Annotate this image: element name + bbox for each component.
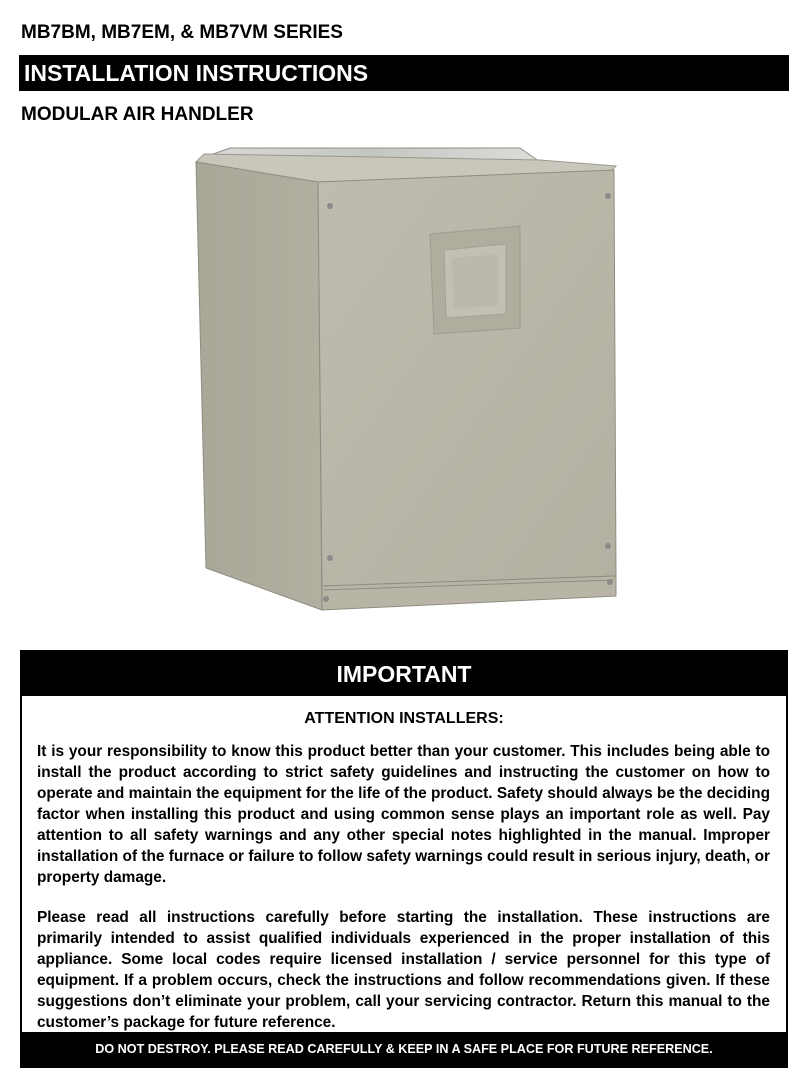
notice-paragraph: It is your responsibility to know this product better than your customer. This includes being able to install the product according to strict safety guidelines and instructing the customer on how to operate and maintain the equipment for the life of the product. Safety should always be the deciding factor when installing this product and using common sense plays an important role as well. Pay attention to all safety warnings and any other special notes highlighted in the manual. Improper installation of the furnace or failure to follow safety warnings could result in serious injury, death, or property damage. [37, 743, 770, 886]
document-title-bar: INSTALLATION INSTRUCTIONS [19, 55, 789, 91]
series-title: MB7BM, MB7EM, & MB7VM SERIES [21, 22, 343, 43]
notice-paragraph: Please read all instructions carefully before starting the installation. These instructions are primarily intended to assist qualified individuals experienced in the proper installation of this appliance. Some local codes require licensed installation / service personnel for this type of equipment. If a problem occurs, check the instructions and follow recommendations given. If these suggestions don’t eliminate your problem, call your servicing contractor. Return this manual to the customer’s package for future reference. [37, 909, 770, 1031]
screw-icon [605, 193, 611, 199]
screw-icon [323, 596, 329, 602]
notice-footer: DO NOT DESTROY. PLEASE READ CAREFULLY & KEEP IN A SAFE PLACE FOR FUTURE REFERENCE. [22, 1032, 786, 1066]
screw-icon [607, 579, 613, 585]
document-subtitle: MODULAR AIR HANDLER [21, 104, 254, 125]
cabinet-side-panel [196, 162, 322, 610]
notice-subheading: ATTENTION INSTALLERS: [304, 710, 504, 727]
notice-heading: IMPORTANT [22, 652, 786, 696]
important-notice-box [20, 650, 788, 1068]
screw-icon [327, 555, 333, 561]
screw-icon [605, 543, 611, 549]
screw-icon [327, 203, 333, 209]
air-handler-illustration [190, 138, 630, 618]
